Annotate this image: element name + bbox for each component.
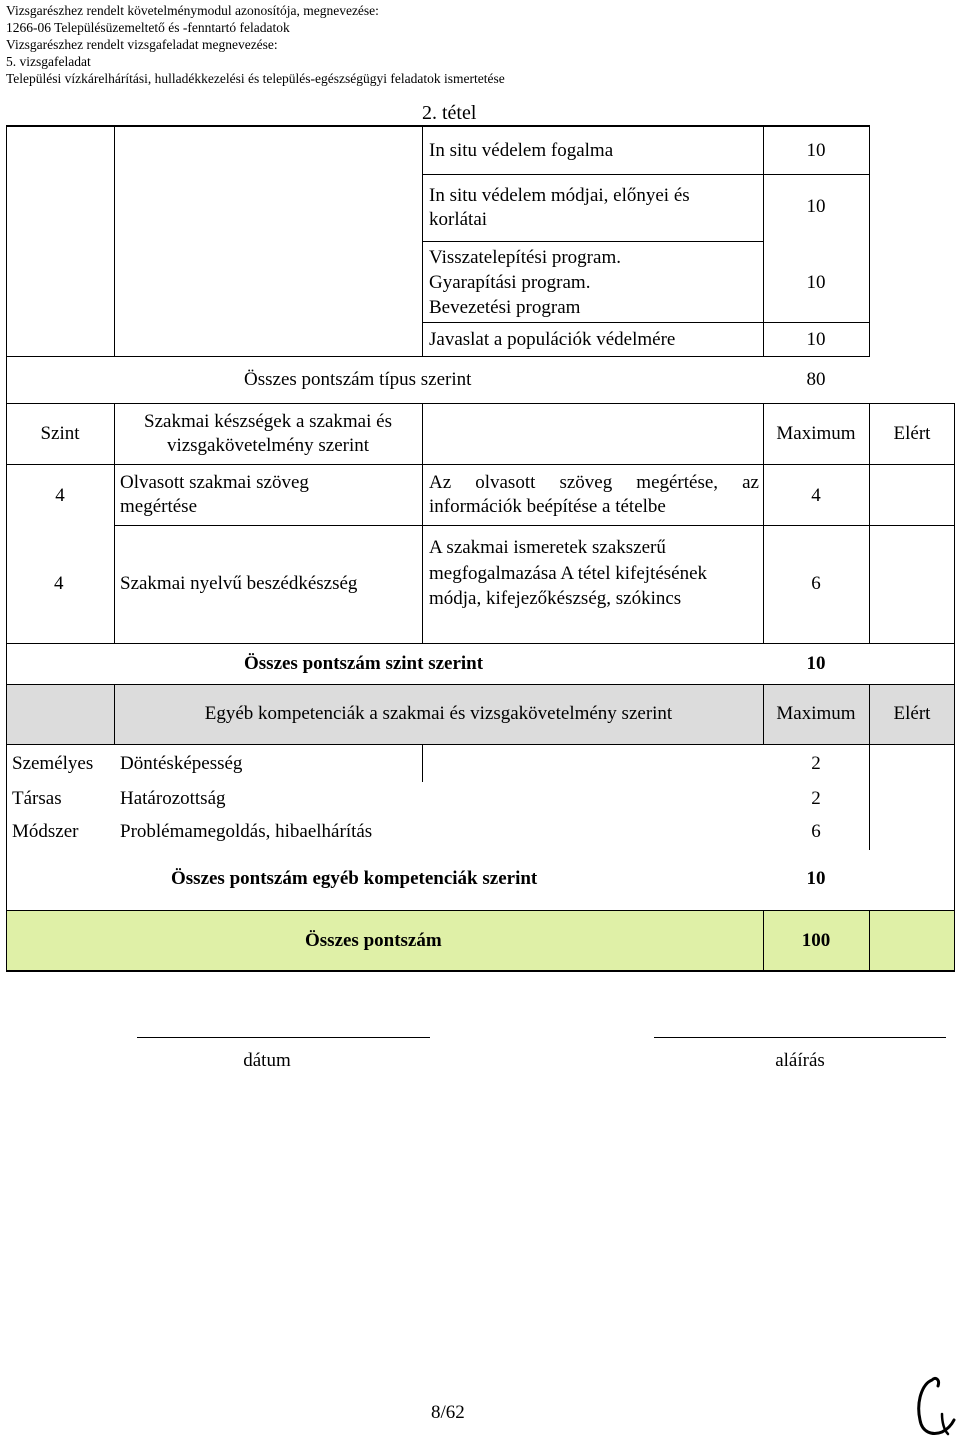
- header-line: Vizsgarészhez rendelt követelménymodul azonosítója, megnevezése:: [6, 3, 379, 18]
- competence-elert-header: Elért: [893, 703, 931, 724]
- szint-total-value: 10: [806, 653, 826, 674]
- topic-points: 10: [806, 272, 826, 293]
- skill-name: Olvasott szakmai szöveg megértése: [120, 472, 309, 517]
- competence-maximum-header: Maximum: [776, 703, 856, 724]
- tetel-title: 2. tétel: [422, 102, 477, 124]
- szint-total-label: Összes pontszám szint szerint: [244, 653, 484, 674]
- date-line: [137, 1037, 430, 1038]
- skill-max: 6: [811, 573, 821, 594]
- skill-description: A szakmai ismeretek szakszerű megfogalmazása A tétel kifejtésének módja, kifejezőkészség, szókincs: [429, 537, 708, 609]
- competence-max: 2: [811, 753, 821, 774]
- skills-header-title: Szakmai készségek a szakmai és vizsgakövetelmény szerint: [144, 411, 392, 456]
- tipus-total-label: Összes pontszám típus szerint: [244, 369, 472, 390]
- signature-line: [654, 1037, 946, 1038]
- topic-text: In situ védelem fogalma: [429, 140, 614, 161]
- grand-total-label: Összes pontszám: [305, 930, 442, 951]
- topic-text: Javaslat a populációk védelmére: [429, 329, 676, 350]
- competence-total-value: 10: [806, 868, 826, 889]
- skill-max: 4: [811, 485, 821, 506]
- skill-name: Szakmai nyelvű beszédkészség: [120, 573, 358, 594]
- skill-szint: 4: [54, 573, 64, 594]
- topic-points: 10: [806, 329, 826, 350]
- skill-szint: 4: [55, 485, 65, 506]
- signature-label: aláírás: [775, 1050, 825, 1071]
- competence-name: Döntésképesség: [120, 753, 243, 774]
- competence-total-label: Összes pontszám egyéb kompetenciák szerint: [171, 868, 538, 889]
- topic-points: 10: [806, 196, 826, 217]
- competence-type: Személyes: [12, 753, 94, 774]
- competence-name: Problémamegoldás, hibaelhárítás: [120, 821, 373, 842]
- topic-points: 10: [806, 140, 826, 161]
- date-label: dátum: [243, 1050, 291, 1071]
- document-header: [6, 2, 505, 87]
- page-number: 8/62: [431, 1402, 465, 1423]
- header-line: Települési vízkárelhárítási, hulladékkezelési és település-egészségügyi feladatok ismertetése: [6, 71, 505, 86]
- topic-text: Visszatelepítési program. Gyarapítási program. Bevezetési program: [429, 247, 621, 318]
- header-line: 1266-06 Településüzemeltető és -fenntartó feladatok: [6, 20, 290, 35]
- topic-text: In situ védelem módjai, előnyei és korlátai: [429, 185, 690, 230]
- skill-description: Az olvasott szöveg megértése, az információk beépítése a tételbe: [429, 472, 759, 517]
- elert-header: Elért: [893, 423, 931, 444]
- competence-name: Határozottság: [120, 788, 226, 809]
- maximum-header: Maximum: [776, 423, 856, 444]
- competence-max: 6: [811, 821, 821, 842]
- tipus-total-value: 80: [806, 369, 826, 390]
- competence-max: 2: [811, 788, 821, 809]
- grand-total-value: 100: [801, 930, 831, 951]
- competence-type: Módszer: [12, 821, 79, 842]
- handwritten-initial: [912, 1374, 958, 1440]
- competence-header-title: Egyéb kompetenciák a szakmai és vizsgakövetelmény szerint: [204, 703, 673, 724]
- szint-header: Szint: [40, 423, 80, 444]
- competence-type: Társas: [12, 788, 62, 809]
- header-line: Vizsgarészhez rendelt vizsgafeladat megnevezése:: [6, 37, 278, 52]
- header-line: 5. vizsgafeladat: [6, 54, 91, 69]
